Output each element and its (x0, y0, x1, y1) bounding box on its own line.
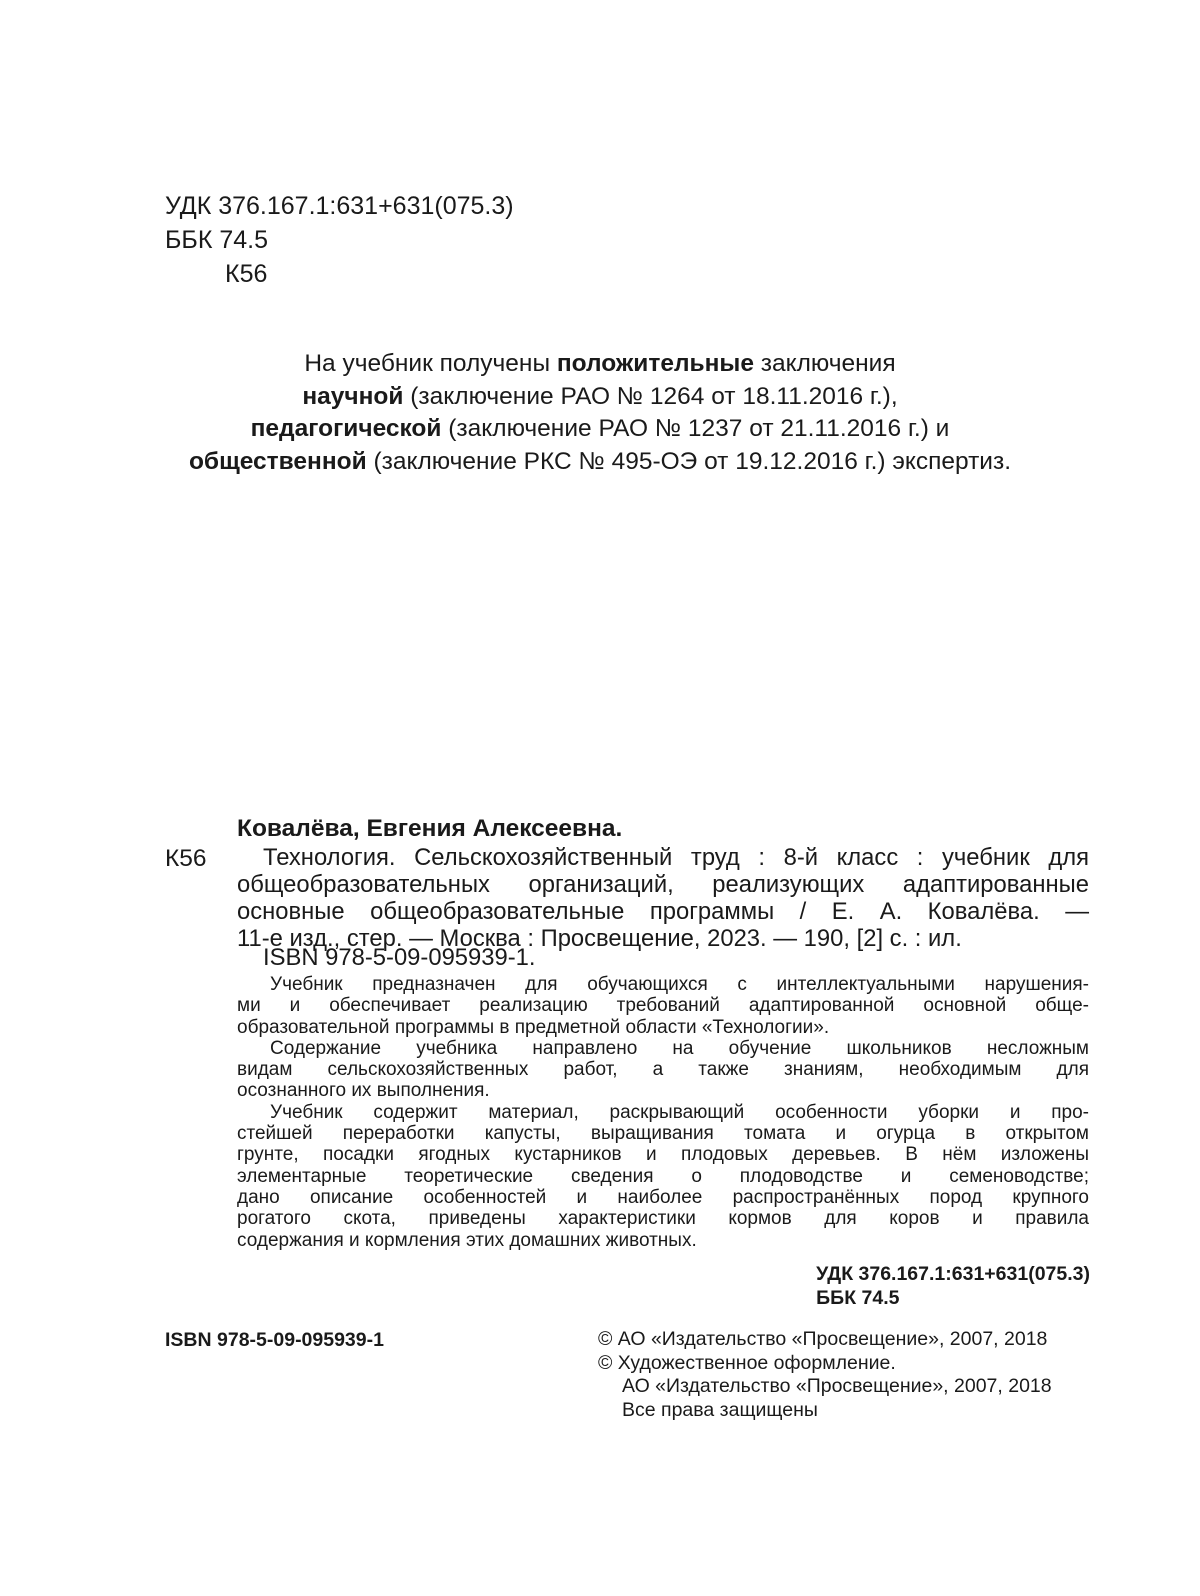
classification-bottom (816, 1262, 1090, 1310)
record-isbn: ISBN 978-5-09-095939-1. (263, 944, 536, 971)
copyright-line: © Художественное оформление. (598, 1351, 896, 1374)
author-mark-top: К56 (225, 260, 268, 288)
udk-code-bottom: УДК 376.167.1:631+631(075.3) (816, 1263, 1090, 1285)
record-description-line: 11-е изд., стер. — Москва : Просвещение, 2023. — 190, [2] с. : ил. (237, 925, 962, 952)
expertise-emphasis: общественной (188, 447, 367, 475)
expertise-line: На учебник получены положительные заключения (304, 350, 896, 377)
record-author-mark: К56 (165, 845, 207, 872)
isbn-bold: ISBN 978-5-09-095939-1 (165, 1329, 384, 1351)
expertise-emphasis: педагогической (250, 415, 442, 442)
copyright-line: Все права защищены (622, 1398, 818, 1421)
annotation-line: грунте, посадки ягодных кустарников и плодовых деревьев. В нём изложены (237, 1144, 1089, 1166)
annotation-line: Учебник содержит материал, раскрывающий особенности уборки и про- (270, 1101, 1089, 1123)
expertise-line: научной (заключение РАО № 1264 от 18.11.2016 г.), (302, 382, 898, 410)
bbk-code-top: ББК 74.5 (165, 226, 268, 254)
annotation-line: элементарные теоретические сведения о плодоводстве и семеноводстве; (237, 1165, 1089, 1187)
record-author: Ковалёва, Евгения Алексеевна. (237, 815, 623, 842)
annotation-line: рогатого скота, приведены характеристики кормов для коров и правила (237, 1208, 1089, 1230)
annotation-line: Содержание учебника направлено на обучение школьников несложным (270, 1037, 1089, 1059)
annotation-line: видам сельскохозяйственных работ, а также знаниям, необходимым для (237, 1059, 1089, 1081)
udk-code-top: УДК 376.167.1:631+631(075.3) (165, 192, 514, 220)
copyright-line: © АО «Издательство «Просвещение», 2007, 2018 (598, 1328, 1048, 1350)
annotation-line: дано описание особенностей и наиболее распространённых пород крупного (237, 1186, 1089, 1208)
expertise-line: педагогической (заключение РАО № 1237 от 21.11.2016 г.) и (250, 415, 950, 442)
expertise-statement (100, 348, 1100, 478)
expertise-emphasis: научной (302, 382, 404, 410)
annotation-line: содержания и кормления этих домашних животных. (237, 1229, 697, 1251)
annotation-line: образовательной программы в предметной области «Технологии». (237, 1016, 830, 1038)
copyright-line: АО «Издательство «Просвещение», 2007, 2018 (622, 1375, 1052, 1397)
annotation-text (237, 974, 1089, 1251)
record-description-line: Технология. Сельскохозяйственный труд : 8-й класс : учебник для (263, 844, 1089, 871)
copyright-block (598, 1328, 1052, 1422)
annotation-line: осознанного их выполнения. (237, 1080, 490, 1102)
expertise-line: общественной (заключение РКС № 495-ОЭ от 19.12.2016 г.) экспертиз. (188, 447, 1012, 475)
annotation-line: ми и обеспечивает реализацию требований адаптированной основной обще- (237, 995, 1089, 1017)
record-description (237, 844, 1089, 952)
record-description-line: основные общеобразовательные программы / Е. А. Ковалёва. — (237, 898, 1089, 925)
record-description-line: общеобразовательных организаций, реализующих адаптированные (237, 871, 1089, 898)
bbk-code-bottom: ББК 74.5 (816, 1287, 900, 1309)
annotation-line: стейшей переработки капусты, выращивания томата и огурца в открытом (237, 1123, 1089, 1145)
annotation-line: Учебник предназначен для обучающихся с интеллектуальными нарушения- (270, 974, 1089, 995)
expertise-emphasis: положительные (556, 350, 754, 377)
